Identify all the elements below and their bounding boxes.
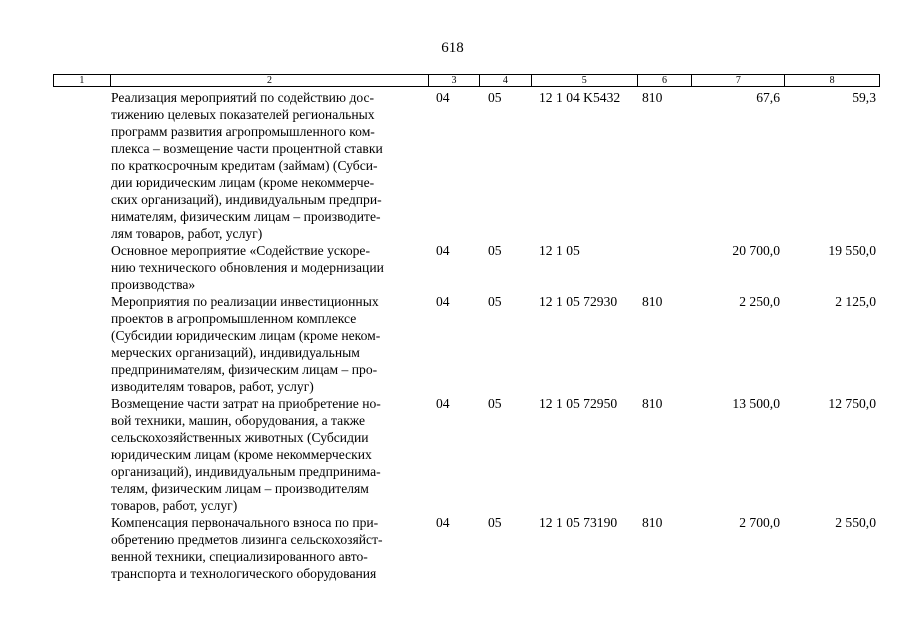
description-line: Мероприятия по реализации инвестиционных: [111, 294, 379, 309]
description-line: организаций), индивидуальным предпринима-: [111, 464, 381, 479]
row-description: [53, 514, 429, 582]
row-expense-type: 810: [642, 515, 663, 530]
row-expense-type: [638, 242, 693, 293]
row-amount-1: 2 250,0: [739, 294, 780, 309]
description-line: по краткосрочным кредитам (займам) (Субси-: [111, 158, 378, 173]
row-amount-1: 13 500,0: [732, 396, 780, 411]
header-col-3: 3: [429, 75, 480, 86]
row-description: [53, 89, 429, 242]
description-line: мерческих организаций), индивидуальным: [111, 345, 360, 360]
row-amount-1: 2 700,0: [739, 515, 780, 530]
row-amount-2: 2 125,0: [835, 294, 876, 309]
description-line: телям, физическим лицам – производителям: [111, 481, 369, 496]
row-description: [53, 293, 429, 395]
row-section: 04: [436, 294, 450, 309]
row-expense-type: 810: [642, 90, 663, 105]
table-body: [53, 89, 880, 582]
description-line: ских организаций), индивидуальным предпри-: [111, 192, 382, 207]
description-line: нимателям, физическим лицам – производите-: [111, 209, 381, 224]
row-target-code: 12 1 05: [539, 243, 580, 258]
description-line: программ развития агропромышленного ком-: [111, 124, 375, 139]
row-subsection: 05: [488, 294, 502, 309]
row-target-code: 12 1 05 72930: [539, 294, 618, 309]
header-col-6: 6: [638, 75, 693, 86]
row-amount-2: 12 750,0: [828, 396, 876, 411]
description-line: Реализация мероприятий по содействию дос-: [111, 90, 375, 105]
row-amount-1: 67,6: [756, 90, 780, 105]
header-col-4: 4: [480, 75, 532, 86]
description-line: венной техники, специализированного авто-: [111, 549, 368, 564]
description-line: Компенсация первоначального взноса по при-: [111, 515, 379, 530]
row-amount-2: 19 550,0: [828, 243, 876, 258]
row-amount-2: 2 550,0: [835, 515, 876, 530]
description-line: Возмещение части затрат на приобретение но-: [111, 396, 381, 411]
row-expense-type: 810: [642, 396, 663, 411]
row-section: 04: [436, 243, 450, 258]
table-row: [53, 89, 880, 242]
row-target-code: 12 1 04 K5432: [539, 90, 621, 105]
description-line: предпринимателям, физическим лицам – про-: [111, 362, 378, 377]
description-line: обретению предметов лизинга сельскохозяйст-: [111, 532, 383, 547]
table-header: [53, 74, 880, 87]
description-line: вой техники, машин, оборудования, а также: [111, 413, 366, 428]
description-line: дии юридическим лицам (кроме некоммерче-: [111, 175, 375, 190]
description-line: тижению целевых показателей региональных: [111, 107, 375, 122]
row-target-code: 12 1 05 73190: [539, 515, 618, 530]
description-line: сельскохозяйственных животных (Субсидии: [111, 430, 369, 445]
description-line: изводителям товаров, работ, услуг): [111, 379, 314, 394]
table-row: [53, 293, 880, 395]
row-section: 04: [436, 515, 450, 530]
description-line: лям товаров, работ, услуг): [111, 226, 263, 241]
row-description: [53, 242, 429, 293]
row-description: [53, 395, 429, 514]
description-line: производства»: [111, 277, 196, 292]
row-target-code: 12 1 05 72950: [539, 396, 618, 411]
header-col-7: 7: [692, 75, 785, 86]
row-section: 04: [436, 90, 450, 105]
description-line: юридическим лицам (кроме некоммерческих: [111, 447, 372, 462]
table-row: [53, 395, 880, 514]
header-col-8: 8: [829, 75, 835, 86]
row-subsection: 05: [488, 243, 502, 258]
row-section: 04: [436, 396, 450, 411]
description-line: нию технического обновления и модернизации: [111, 260, 384, 275]
description-line: (Субсидии юридическим лицам (кроме неком-: [111, 328, 381, 343]
row-amount-2: 59,3: [852, 90, 876, 105]
row-subsection: 05: [488, 396, 502, 411]
description-line: Основное мероприятие «Содействие ускоре-: [111, 243, 370, 258]
table-row: [53, 242, 880, 293]
description-line: товаров, работ, услуг): [111, 498, 238, 513]
row-subsection: 05: [488, 515, 502, 530]
description-line: плекса – возмещение части процентной ставки: [111, 141, 383, 156]
row-amount-1: 20 700,0: [732, 243, 780, 258]
description-line: транспорта и технологического оборудования: [111, 566, 377, 581]
description-line: проектов в агропромышленном комплексе: [111, 311, 357, 326]
table-row: [53, 514, 880, 582]
row-expense-type: 810: [642, 294, 663, 309]
header-col-5: 5: [532, 75, 638, 86]
page-number: 618: [441, 40, 464, 56]
header-col-2: 2: [111, 75, 429, 86]
row-subsection: 05: [488, 90, 502, 105]
header-col-1: 1: [54, 75, 111, 86]
